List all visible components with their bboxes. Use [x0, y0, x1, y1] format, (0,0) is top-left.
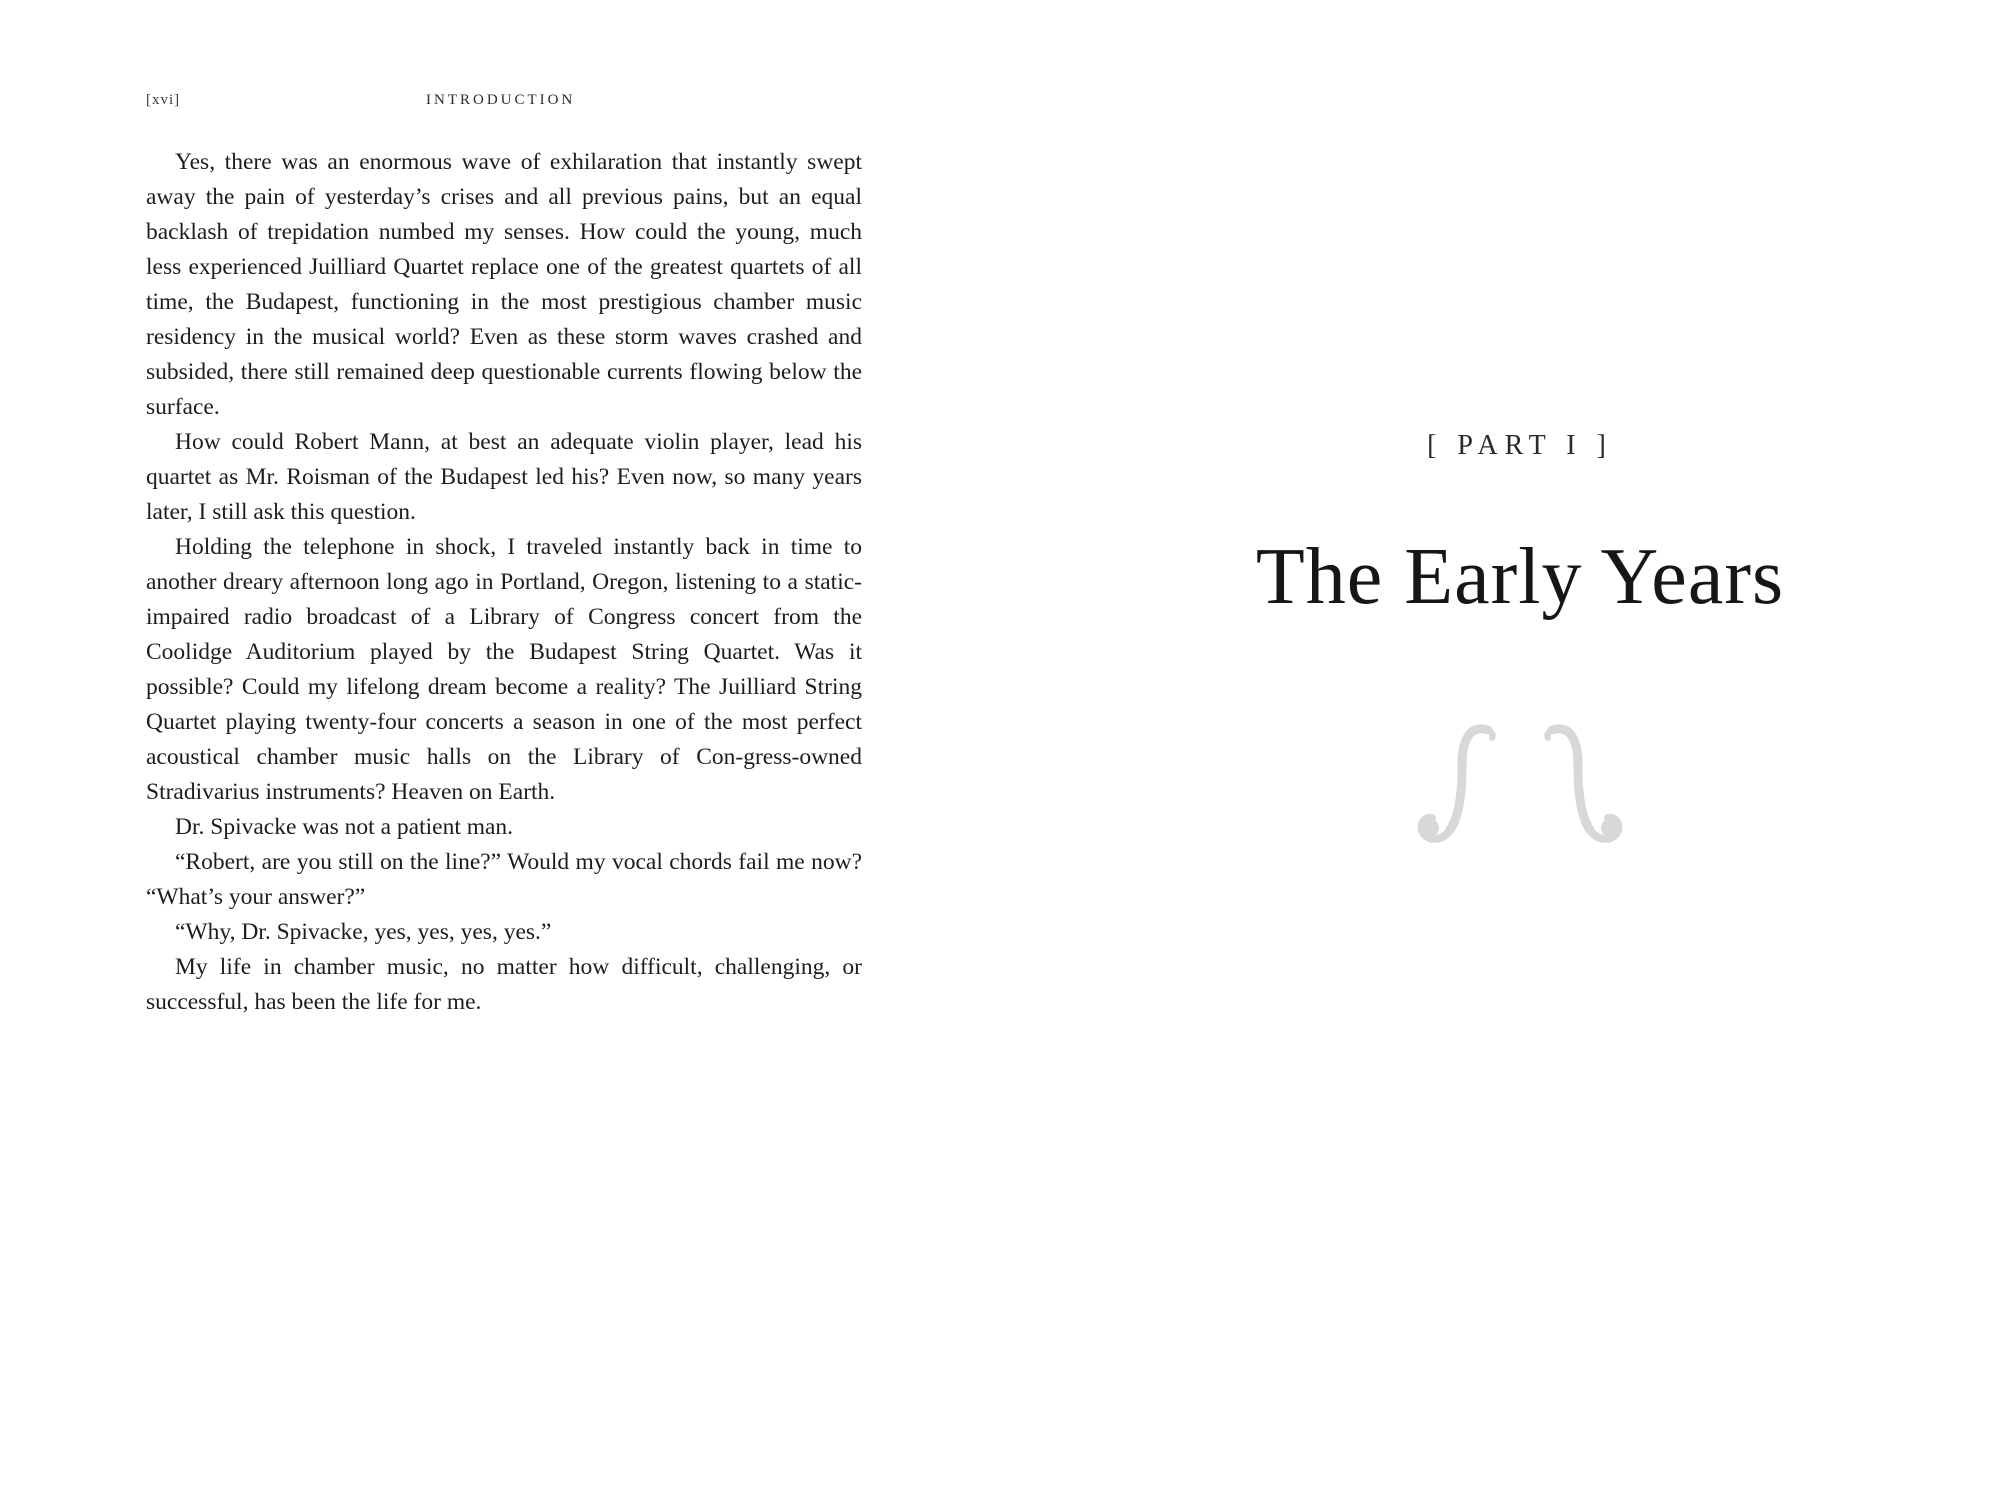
page-number: [xvi] — [146, 92, 181, 108]
paragraph: Dr. Spivacke was not a patient man. — [175, 814, 514, 840]
right-page — [1100, 0, 1940, 1500]
paragraph: How could Robert Mann, at best an adequate violin player, lead his quartet as Mr. Roisman of the Budapest led his? Even now, so many years later, I still ask this question. — [146, 429, 862, 525]
part-label: [ PART I ] — [1427, 430, 1613, 461]
paragraph: “Robert, are you still on the line?” Would my vocal chords fail me now? “What’s your answer?” — [146, 849, 862, 910]
paragraph: Holding the telephone in shock, I traveled instantly back in time to another dreary afternoon long ago in Portland, Oregon, listening to a static-impaired radio broadcast of a Library of Congress concert from the Coolidge Auditorium played by the Budapest String Quartet. Was it possible? Could my lifelong dream become a reality? The Juilliard String Quartet playing twenty-four concerts a season in one of the most perfect acoustical chamber music halls on the Library of Con-gress-owned Stradivarius instruments? Heaven on Earth. — [146, 534, 862, 805]
part-title: The Early Years — [1255, 533, 1785, 621]
left-page — [146, 0, 862, 1500]
running-head — [146, 92, 862, 114]
paragraph: Yes, there was an enormous wave of exhilaration that instantly swept away the pain of yesterday’s crises and all previous pains, but an equal backlash of trepidation numbed my senses. How could the young, much less experienced Juilliard Quartet replace one of the greatest quartets of all time, the Budapest, functioning in the most prestigious chamber music residency in the musical world? Even as these storm waves crashed and subsided, there still remained deep questionable currents flowing below the surface. — [146, 149, 862, 420]
f-hole-ornament-icon — [1410, 720, 1630, 860]
running-title: INTRODUCTION — [426, 92, 576, 108]
body-text — [146, 145, 862, 1020]
paragraph: My life in chamber music, no matter how difficult, challenging, or successful, has been the life for me. — [146, 954, 862, 1015]
paragraph: “Why, Dr. Spivacke, yes, yes, yes, yes.” — [175, 919, 552, 945]
